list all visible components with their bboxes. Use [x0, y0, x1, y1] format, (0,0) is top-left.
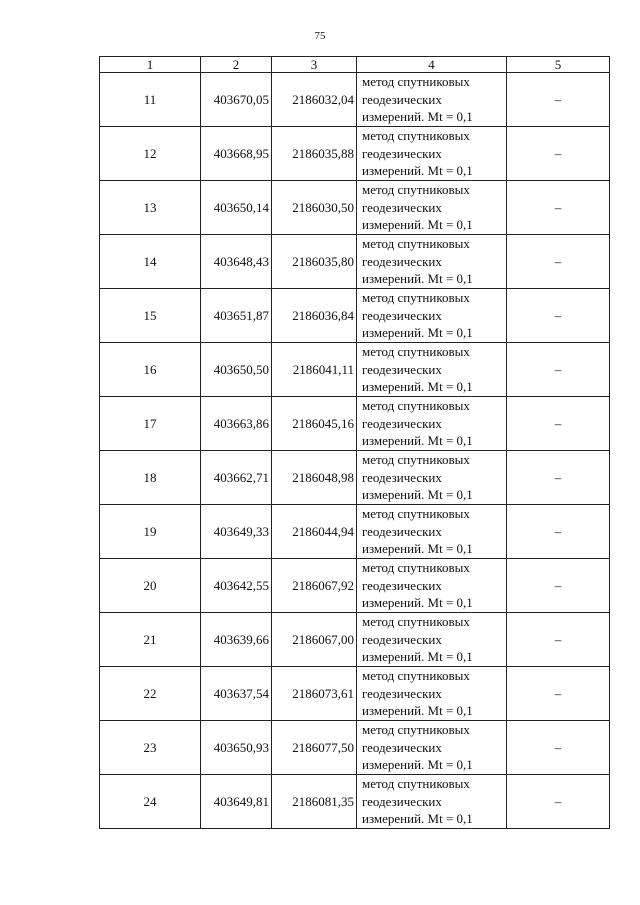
coordinate-y: 2186077,50 [272, 721, 357, 775]
method-line-1: метод спутниковых [362, 398, 470, 414]
coordinate-x: 403670,05 [201, 73, 272, 127]
method-line-2: геодезических [362, 685, 442, 701]
method-line-2: геодезических [362, 145, 442, 161]
table-header-row [100, 57, 610, 73]
point-number: 19 [100, 505, 201, 559]
method-line-1: метод спутниковых [362, 722, 470, 738]
method-cell [357, 721, 507, 775]
point-number: 20 [100, 559, 201, 613]
method-line-3: измерений. Mt = 0,1 [362, 595, 473, 611]
description-cell: – [507, 127, 610, 181]
table-row [100, 451, 610, 505]
method-line-1: метод спутниковых [362, 74, 470, 90]
point-number: 15 [100, 289, 201, 343]
description-cell: – [507, 559, 610, 613]
coordinate-x: 403662,71 [201, 451, 272, 505]
method-cell [357, 181, 507, 235]
coordinate-y: 2186067,92 [272, 559, 357, 613]
method-line-3: измерений. Mt = 0,1 [362, 109, 473, 125]
point-number: 13 [100, 181, 201, 235]
column-header-1: 1 [100, 57, 201, 73]
method-line-3: измерений. Mt = 0,1 [362, 541, 473, 557]
point-number: 21 [100, 613, 201, 667]
description-cell: – [507, 775, 610, 829]
description-cell: – [507, 667, 610, 721]
method-cell [357, 73, 507, 127]
method-line-3: измерений. Mt = 0,1 [362, 433, 473, 449]
table-row [100, 775, 610, 829]
method-line-3: измерений. Mt = 0,1 [362, 325, 473, 341]
table-row [100, 613, 610, 667]
description-cell: – [507, 73, 610, 127]
coordinate-x: 403668,95 [201, 127, 272, 181]
table-row [100, 397, 610, 451]
coordinate-y: 2186035,88 [272, 127, 357, 181]
method-line-2: геодезических [362, 739, 442, 755]
method-line-3: измерений. Mt = 0,1 [362, 379, 473, 395]
description-cell: – [507, 235, 610, 289]
coordinate-x: 403639,66 [201, 613, 272, 667]
coordinate-y: 2186035,80 [272, 235, 357, 289]
method-cell [357, 343, 507, 397]
method-line-1: метод спутниковых [362, 560, 470, 576]
method-line-2: геодезических [362, 91, 442, 107]
method-cell [357, 559, 507, 613]
method-line-2: геодезических [362, 199, 442, 215]
table-row [100, 289, 610, 343]
point-number: 12 [100, 127, 201, 181]
point-number: 14 [100, 235, 201, 289]
point-number: 24 [100, 775, 201, 829]
coordinate-x: 403649,81 [201, 775, 272, 829]
method-line-2: геодезических [362, 523, 442, 539]
method-line-3: измерений. Mt = 0,1 [362, 649, 473, 665]
coordinate-y: 2186032,04 [272, 73, 357, 127]
coordinate-x: 403650,50 [201, 343, 272, 397]
page-number: 75 [314, 30, 326, 42]
method-cell [357, 505, 507, 559]
method-cell [357, 397, 507, 451]
coordinate-y: 2186041,11 [272, 343, 357, 397]
method-line-3: измерений. Mt = 0,1 [362, 163, 473, 179]
table-row [100, 127, 610, 181]
coordinate-x: 403650,93 [201, 721, 272, 775]
column-header-4: 4 [357, 57, 507, 73]
column-header-5: 5 [507, 57, 610, 73]
coordinate-y: 2186048,98 [272, 451, 357, 505]
method-line-1: метод спутниковых [362, 614, 470, 630]
point-number: 23 [100, 721, 201, 775]
description-cell: – [507, 343, 610, 397]
table-row [100, 343, 610, 397]
description-cell: – [507, 613, 610, 667]
method-line-2: геодезических [362, 253, 442, 269]
description-cell: – [507, 451, 610, 505]
method-cell [357, 613, 507, 667]
method-line-1: метод спутниковых [362, 344, 470, 360]
coordinate-x: 403663,86 [201, 397, 272, 451]
method-line-3: измерений. Mt = 0,1 [362, 487, 473, 503]
table-row [100, 505, 610, 559]
table-row [100, 235, 610, 289]
method-line-1: метод спутниковых [362, 452, 470, 468]
method-line-1: метод спутниковых [362, 236, 470, 252]
method-cell [357, 667, 507, 721]
table-row [100, 181, 610, 235]
point-number: 11 [100, 73, 201, 127]
description-cell: – [507, 181, 610, 235]
method-line-2: геодезических [362, 415, 442, 431]
method-line-2: геодезических [362, 469, 442, 485]
method-line-1: метод спутниковых [362, 776, 470, 792]
coordinate-x: 403651,87 [201, 289, 272, 343]
method-line-3: измерений. Mt = 0,1 [362, 757, 473, 773]
method-line-1: метод спутниковых [362, 182, 470, 198]
method-line-3: измерений. Mt = 0,1 [362, 703, 473, 719]
coordinate-x: 403650,14 [201, 181, 272, 235]
point-number: 17 [100, 397, 201, 451]
method-line-2: геодезических [362, 361, 442, 377]
method-line-1: метод спутниковых [362, 506, 470, 522]
description-cell: – [507, 289, 610, 343]
point-number: 16 [100, 343, 201, 397]
coordinate-x: 403648,43 [201, 235, 272, 289]
method-line-2: геодезических [362, 631, 442, 647]
coordinate-y: 2186045,16 [272, 397, 357, 451]
method-cell [357, 289, 507, 343]
method-line-2: геодезических [362, 793, 442, 809]
coordinate-x: 403642,55 [201, 559, 272, 613]
table-row [100, 73, 610, 127]
method-cell [357, 235, 507, 289]
method-cell [357, 451, 507, 505]
table-row [100, 667, 610, 721]
coordinate-y: 2186073,61 [272, 667, 357, 721]
coordinate-y: 2186044,94 [272, 505, 357, 559]
coordinate-y: 2186036,84 [272, 289, 357, 343]
coordinate-x: 403637,54 [201, 667, 272, 721]
coordinate-y: 2186030,50 [272, 181, 357, 235]
method-line-1: метод спутниковых [362, 668, 470, 684]
method-line-2: геодезических [362, 307, 442, 323]
method-line-3: измерений. Mt = 0,1 [362, 811, 473, 827]
table-row [100, 559, 610, 613]
table-body [100, 73, 610, 829]
method-line-1: метод спутниковых [362, 128, 470, 144]
description-cell: – [507, 505, 610, 559]
table-row [100, 721, 610, 775]
column-header-2: 2 [201, 57, 272, 73]
coordinate-y: 2186081,35 [272, 775, 357, 829]
method-cell [357, 127, 507, 181]
coordinate-y: 2186067,00 [272, 613, 357, 667]
description-cell: – [507, 721, 610, 775]
method-line-2: геодезических [362, 577, 442, 593]
method-line-1: метод спутниковых [362, 290, 470, 306]
point-number: 18 [100, 451, 201, 505]
point-number: 22 [100, 667, 201, 721]
method-line-3: измерений. Mt = 0,1 [362, 217, 473, 233]
coordinate-x: 403649,33 [201, 505, 272, 559]
method-cell [357, 775, 507, 829]
coordinates-table [99, 56, 610, 829]
column-header-3: 3 [272, 57, 357, 73]
description-cell: – [507, 397, 610, 451]
method-line-3: измерений. Mt = 0,1 [362, 271, 473, 287]
